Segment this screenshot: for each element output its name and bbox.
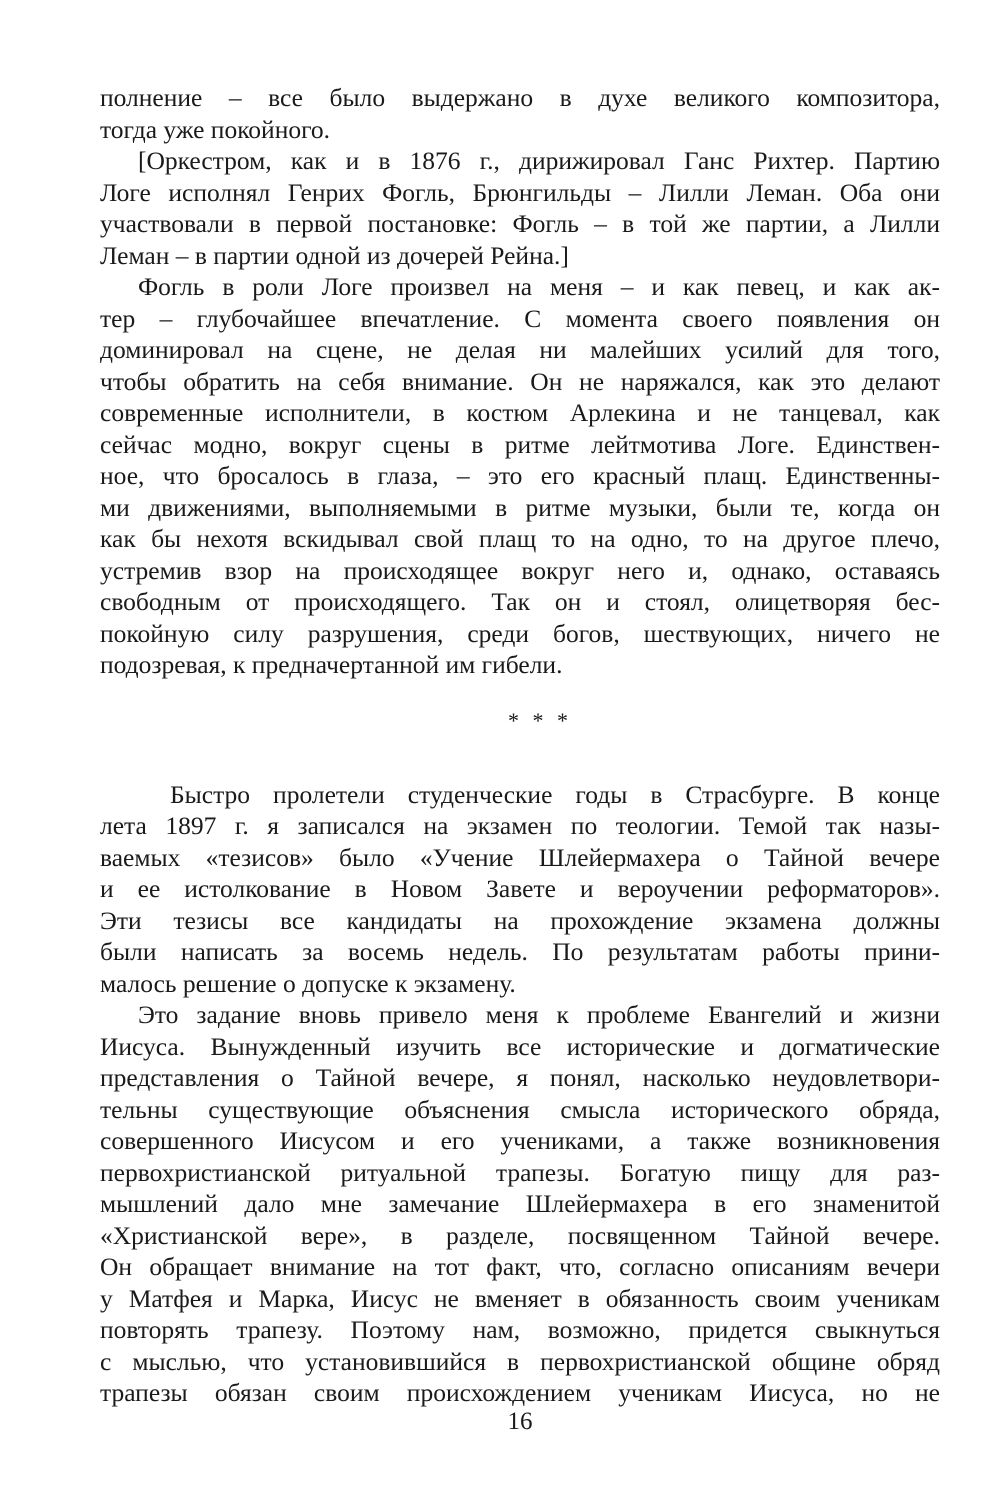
text-line: с мыслью, что установившийся в первохристианской общине обряд (100, 1346, 940, 1376)
text-line: чтобы обратить на себя внимание. Он не наряжался, как это делают (100, 366, 940, 396)
text-line: Это задание вновь привело меня к проблеме Евангелий и жизни (138, 1000, 940, 1029)
text-line: представления о Тайной вечере, я понял, насколько неудовлетвори- (100, 1063, 940, 1092)
text-line: свободным от происходящего. Так он и стоял, олицетворяя бес- (100, 587, 940, 616)
text-line: Леман – в партии одной из дочерей Рейна.] (100, 240, 569, 270)
text-line: тогда уже покойного. (100, 114, 331, 144)
text-line: доминировал на сцене, не делая ни малейших усилий для того, (100, 335, 940, 364)
text-line: тельны существующие объяснения смысла исторического обряда, (100, 1094, 940, 1124)
text-line: первохристианской ритуальной трапезы. Богатую пищу для раз- (100, 1157, 940, 1187)
text-line: и ее истолкование в Новом Завете и вероучении реформаторов». (100, 874, 940, 903)
section-separator: * * * (508, 707, 572, 733)
text-line: Быстро пролетели студенческие годы в Страсбурге. В конце (170, 779, 940, 809)
paragraph-5 (100, 999, 940, 1409)
text-line: [Оркестром, как и в 1876 г., дирижировал Ганс Рихтер. Партию (138, 146, 940, 175)
text-line: как бы нехотя вскидывал свой плащ то на одно, то на другое плечо, (100, 524, 940, 553)
page-number: 16 (507, 1408, 533, 1435)
text-line: устремив взор на происходящее вокруг него и, однако, оставаясь (100, 555, 940, 585)
text-line: малось решение о допуске к экзамену. (100, 968, 516, 998)
page-body (100, 82, 940, 1409)
text-line: лета 1897 г. я записался на экзамен по теологии. Темой так назы- (100, 811, 940, 840)
text-line: мышлений дало мне замечание Шлейермахера в его знаменитой (100, 1189, 940, 1218)
text-line: подозревая, к предначертанной им гибели. (100, 650, 563, 679)
paragraph-3 (100, 271, 940, 681)
text-line: Он обращает внимание на тот факт, что, согласно описаниям вечери (100, 1252, 940, 1281)
text-line: ми движениями, выполняемыми в ритме музыки, были те, когда он (100, 492, 940, 522)
text-line: Иисуса. Вынужденный изучить все исторические и догматические (100, 1031, 940, 1061)
paragraph-4 (100, 779, 940, 1000)
text-line: Эти тезисы все кандидаты на прохождение экзамена должны (100, 905, 940, 935)
text-line: участвовали в первой постановке: Фогль – в той же партии, а Лилли (100, 209, 940, 238)
text-line: «Христианской вере», в разделе, посвященном Тайной вечере. (100, 1220, 940, 1250)
text-line: ваемых «тезисов» было «Учение Шлейермахера о Тайной вечере (100, 842, 940, 872)
text-line: тер – глубочайшее впечатление. С момента своего появления он (100, 303, 940, 333)
text-line: были написать за восемь недель. По результатам работы прини- (100, 937, 940, 966)
text-line: у Матфея и Марка, Иисус не вменяет в обязанность своим ученикам (100, 1283, 940, 1313)
text-line: Логе исполнял Генрих Фогль, Брюнгильды – Лилли Леман. Оба они (100, 177, 940, 207)
paragraph-1 (100, 82, 940, 145)
text-line: современные исполнители, в костюм Арлекина и не танцевал, как (100, 398, 940, 427)
text-line: трапезы обязан своим происхождением ученикам Иисуса, но не (100, 1378, 940, 1407)
text-line: ное, что бросалось в глаза, – это его красный плащ. Единственны- (100, 461, 940, 490)
text-line: сейчас модно, вокруг сцены в ритме лейтмотива Логе. Единствен- (100, 429, 940, 459)
text-line: совершенного Иисусом и его учениками, а также возникновения (100, 1126, 940, 1155)
text-line: Фогль в роли Логе произвел на меня – и как певец, и как ак- (138, 272, 940, 301)
text-line: повторять трапезу. Поэтому нам, возможно, придется свыкнуться (100, 1315, 940, 1344)
text-line: полнение – все было выдержано в духе великого композитора, (100, 83, 940, 112)
text-line: покойную силу разрушения, среди богов, шествующих, ничего не (100, 618, 940, 648)
paragraph-2 (100, 145, 940, 271)
